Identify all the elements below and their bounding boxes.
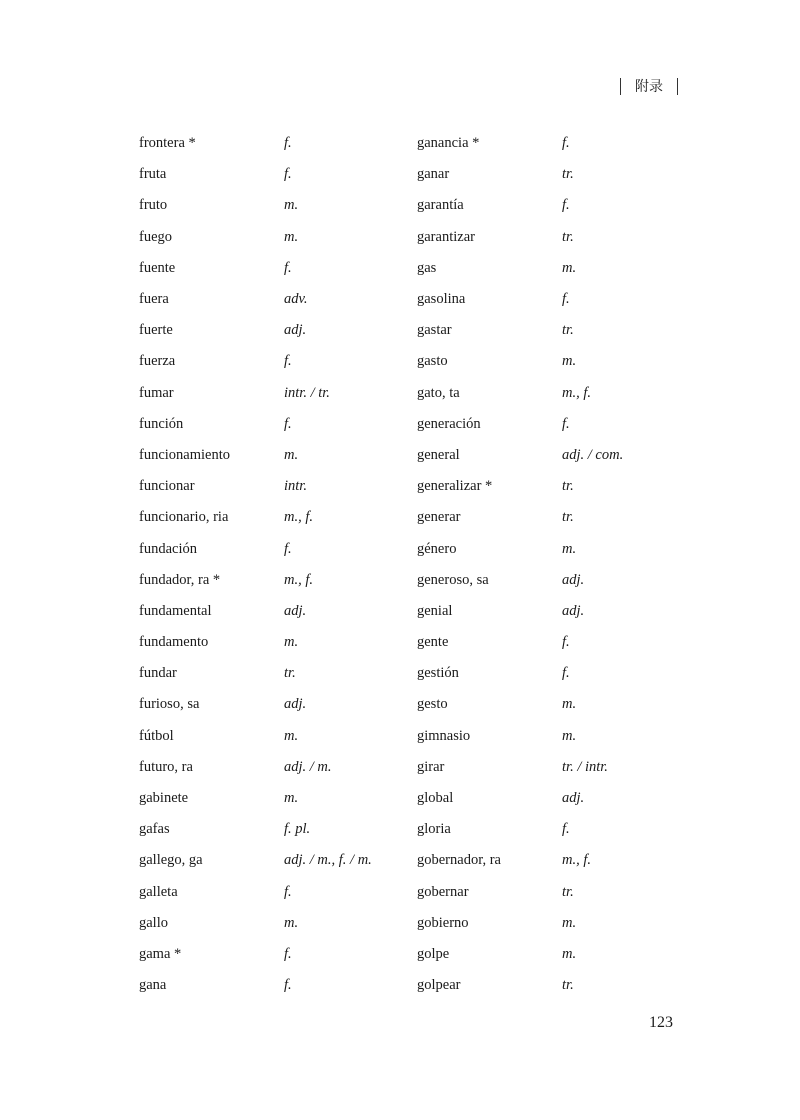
vocabulary-entry <box>139 502 417 533</box>
right-column <box>417 128 623 1001</box>
entry-part-of-speech: adj. <box>284 602 307 619</box>
entry-part-of-speech: f. <box>284 977 292 994</box>
left-column <box>139 128 417 1001</box>
entry-part-of-speech: adj. / com. <box>562 446 624 463</box>
vocabulary-entry <box>139 346 417 377</box>
vocabulary-entry <box>139 378 417 409</box>
entry-part-of-speech: tr. <box>562 322 574 339</box>
entry-part-of-speech: f. <box>284 166 292 183</box>
vocabulary-entry <box>417 378 623 409</box>
entry-word: galleta <box>139 883 178 900</box>
entry-word: fuente <box>139 259 176 276</box>
entry-word: girar <box>417 758 445 775</box>
entry-word: fuego <box>139 228 173 245</box>
entry-word: generalizar * <box>417 478 493 495</box>
entry-word: gimnasio <box>417 727 471 744</box>
entry-part-of-speech: f. <box>562 135 570 152</box>
vocabulary-entry <box>139 409 417 440</box>
entry-part-of-speech: m. <box>284 228 299 245</box>
vocabulary-entry <box>139 721 417 752</box>
entry-word: función <box>139 415 184 432</box>
entry-part-of-speech: m. <box>284 914 299 931</box>
entry-word: género <box>417 540 457 557</box>
entry-word: gasto <box>417 353 448 370</box>
entry-word: gestión <box>417 665 459 682</box>
entry-word: golpe <box>417 945 450 962</box>
vocabulary-entry <box>139 128 417 159</box>
entry-word: fruta <box>139 166 167 183</box>
entry-part-of-speech: m., f. <box>284 571 313 588</box>
entry-part-of-speech: f. <box>284 259 292 276</box>
entry-word: funcionamiento <box>139 446 231 463</box>
vocabulary-entry <box>139 440 417 471</box>
entry-word: gasolina <box>417 291 466 308</box>
vocabulary-entry <box>139 565 417 596</box>
entry-part-of-speech: adj. / m., f. / m. <box>284 852 372 869</box>
vocabulary-entry <box>417 346 623 377</box>
vocabulary-entry <box>139 783 417 814</box>
vocabulary-entry <box>417 565 623 596</box>
vocabulary-entry <box>139 752 417 783</box>
entry-word: fuerza <box>139 353 176 370</box>
entry-part-of-speech: f. <box>562 291 570 308</box>
vocabulary-entry <box>139 253 417 284</box>
entry-part-of-speech: adj. <box>562 790 585 807</box>
vocabulary-entry <box>417 409 623 440</box>
vocabulary-entry <box>417 440 623 471</box>
vocabulary-entry <box>417 845 623 876</box>
vocabulary-entry <box>417 970 623 1001</box>
entry-word: futuro, ra <box>139 758 193 775</box>
entry-word: fundamento <box>139 634 209 651</box>
vocabulary-entry <box>139 970 417 1001</box>
entry-word: general <box>417 446 460 463</box>
entry-part-of-speech: adj. / m. <box>284 758 332 775</box>
vocabulary-entry <box>139 814 417 845</box>
entry-part-of-speech: m. <box>284 446 299 463</box>
entry-part-of-speech: adj. <box>284 322 307 339</box>
entry-word: gas <box>417 259 437 276</box>
vocabulary-entry <box>139 627 417 658</box>
entry-part-of-speech: f. <box>562 197 570 214</box>
vocabulary-entry <box>139 689 417 720</box>
entry-word: gabinete <box>139 790 189 807</box>
entry-word: gallo <box>139 914 168 931</box>
entry-word: golpear <box>417 977 461 994</box>
vocabulary-entry <box>417 752 623 783</box>
entry-part-of-speech: m. <box>284 197 299 214</box>
entry-part-of-speech: m. <box>284 790 299 807</box>
entry-part-of-speech: m. <box>562 727 577 744</box>
entry-word: fútbol <box>139 727 174 744</box>
entry-part-of-speech: m., f. <box>562 852 591 869</box>
vocabulary-entry <box>417 908 623 939</box>
vocabulary-entry <box>417 627 623 658</box>
entry-word: generar <box>417 509 461 526</box>
vocabulary-entry <box>139 315 417 346</box>
entry-part-of-speech: intr. / tr. <box>284 384 330 401</box>
vocabulary-entry <box>417 471 623 502</box>
vocabulary-entry <box>139 533 417 564</box>
entry-part-of-speech: tr. <box>562 478 574 495</box>
entry-part-of-speech: f. <box>284 945 292 962</box>
entry-word: fundar <box>139 665 177 682</box>
entry-word: global <box>417 790 454 807</box>
entry-part-of-speech: f. <box>284 540 292 557</box>
entry-word: gafas <box>139 821 170 838</box>
vocabulary-entry <box>417 128 623 159</box>
vocabulary-entry <box>417 814 623 845</box>
vocabulary-entry <box>417 253 623 284</box>
entry-word: gallego, ga <box>139 852 203 869</box>
vocabulary-entry <box>417 689 623 720</box>
entry-part-of-speech: m. <box>284 634 299 651</box>
entry-word: fuerte <box>139 322 173 339</box>
header-section-title: 附录 <box>635 79 663 95</box>
entry-word: funcionario, ria <box>139 509 229 526</box>
entry-word: fundamental <box>139 602 212 619</box>
entry-word: ganar <box>417 166 450 183</box>
vocabulary-entry <box>417 783 623 814</box>
header-divider-right <box>677 78 678 95</box>
entry-part-of-speech: f. <box>562 634 570 651</box>
entry-word: gana <box>139 977 167 994</box>
entry-part-of-speech: tr. <box>562 509 574 526</box>
entry-word: gesto <box>417 696 448 713</box>
entry-word: fumar <box>139 384 174 401</box>
entry-part-of-speech: adj. <box>284 696 307 713</box>
header-divider-left <box>620 78 621 95</box>
vocabulary-entry <box>139 877 417 908</box>
entry-word: genial <box>417 602 453 619</box>
entry-word: gato, ta <box>417 384 460 401</box>
entry-part-of-speech: m. <box>562 696 577 713</box>
entry-word: gobierno <box>417 914 469 931</box>
entry-word: gobernar <box>417 883 469 900</box>
entry-word: funcionar <box>139 478 195 495</box>
vocabulary-entry <box>417 721 623 752</box>
entry-part-of-speech: m., f. <box>284 509 313 526</box>
entry-word: fundador, ra * <box>139 571 221 588</box>
entry-part-of-speech: m., f. <box>562 384 591 401</box>
vocabulary-entry <box>139 471 417 502</box>
entry-part-of-speech: tr. <box>284 665 296 682</box>
entry-part-of-speech: f. <box>284 353 292 370</box>
vocabulary-entry <box>417 596 623 627</box>
vocabulary-entry <box>417 159 623 190</box>
vocabulary-entry <box>139 908 417 939</box>
entry-part-of-speech: adj. <box>562 571 585 588</box>
entry-word: generación <box>417 415 481 432</box>
running-header <box>620 76 678 96</box>
vocabulary-entry <box>417 939 623 970</box>
entry-part-of-speech: m. <box>562 259 577 276</box>
entry-part-of-speech: m. <box>562 914 577 931</box>
entry-word: fundación <box>139 540 197 557</box>
entry-part-of-speech: tr. <box>562 166 574 183</box>
entry-word: garantizar <box>417 228 475 245</box>
entry-part-of-speech: tr. <box>562 228 574 245</box>
vocabulary-entry <box>417 502 623 533</box>
vocabulary-entry <box>417 222 623 253</box>
vocabulary-entry <box>139 159 417 190</box>
entry-part-of-speech: f. <box>284 415 292 432</box>
entry-word: gama * <box>139 945 182 962</box>
entry-word: gente <box>417 634 449 651</box>
vocabulary-entry <box>139 596 417 627</box>
entry-part-of-speech: f. pl. <box>284 821 311 838</box>
entry-word: garantía <box>417 197 464 214</box>
entry-word: fruto <box>139 197 168 214</box>
vocabulary-entry <box>417 315 623 346</box>
entry-part-of-speech: tr. <box>562 883 574 900</box>
entry-word: furioso, sa <box>139 696 200 713</box>
entry-part-of-speech: m. <box>562 945 577 962</box>
entry-part-of-speech: tr. / intr. <box>562 758 608 775</box>
entry-part-of-speech: f. <box>284 883 292 900</box>
entry-part-of-speech: f. <box>562 415 570 432</box>
entry-part-of-speech: m. <box>284 727 299 744</box>
vocabulary-entry <box>417 190 623 221</box>
vocabulary-entry <box>417 658 623 689</box>
entry-word: fuera <box>139 291 169 308</box>
entry-part-of-speech: tr. <box>562 977 574 994</box>
entry-part-of-speech: f. <box>284 135 292 152</box>
entry-word: gobernador, ra <box>417 852 501 869</box>
vocabulary-entry <box>417 533 623 564</box>
page-number: 123 <box>649 1014 673 1031</box>
vocabulary-entry <box>139 284 417 315</box>
vocabulary-entry <box>139 658 417 689</box>
entry-word: frontera * <box>139 135 196 152</box>
entry-word: gloria <box>417 821 451 838</box>
vocabulary-entry <box>139 190 417 221</box>
entry-word: gastar <box>417 322 452 339</box>
entry-part-of-speech: f. <box>562 821 570 838</box>
entry-part-of-speech: m. <box>562 353 577 370</box>
entry-word: ganancia * <box>417 135 480 152</box>
entry-part-of-speech: f. <box>562 665 570 682</box>
vocabulary-entry <box>139 845 417 876</box>
entry-part-of-speech: adj. <box>562 602 585 619</box>
entry-word: generoso, sa <box>417 571 489 588</box>
vocabulary-list <box>139 128 623 1001</box>
vocabulary-entry <box>139 222 417 253</box>
vocabulary-entry <box>139 939 417 970</box>
vocabulary-entry <box>417 877 623 908</box>
entry-part-of-speech: intr. <box>284 478 307 495</box>
vocabulary-entry <box>417 284 623 315</box>
entry-part-of-speech: m. <box>562 540 577 557</box>
entry-part-of-speech: adv. <box>284 291 308 308</box>
